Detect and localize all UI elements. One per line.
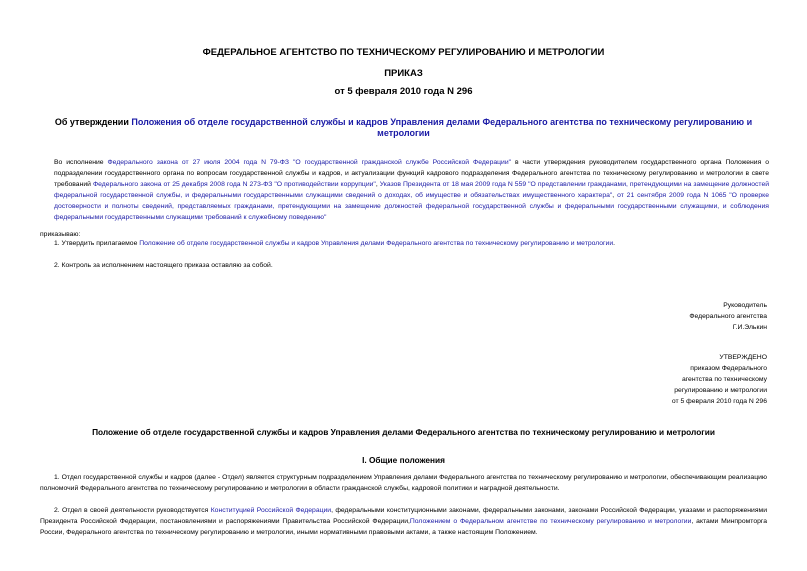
paragraph-1: 1. Отдел государственной службы и кадров (далее - Отдел) является структурным подразделением Управления делами Федерального агентства по техническому регулированию и метрологии, обеспечивающим реализацию полномочий Федерального агентства по техническому регулированию и метрологии в области гражданской службы, кадровой политики и наградной деятельности. [40,474,767,492]
approved-line-2: приказом Федерального [690,365,767,372]
item-1-text: 1. Утвердить прилагаемое [54,240,140,247]
item-1 [54,238,774,249]
agency-regulation-link[interactable]: Положением о Федеральном агентстве по техническому регулированию и метрологии [409,518,692,525]
title-prefix: Об утверждении [54,117,132,127]
para-2-text-1: 2. Отдел в своей деятельности руководствуется [54,507,211,514]
item-1-end: . [613,240,616,247]
approved-line-4: регулированию и метрологии [674,387,767,394]
para-2-text-3: , актами Минпромторга России, Федерального агентства по техническому регулированию и метрологии, иными нормативными правовыми актами, а также настоящим Положением. [40,518,767,536]
approved-line-3: агентства по техническому [681,376,767,383]
agency-heading: ФЕДЕРАЛЬНОЕ АГЕНТСТВО ПО ТЕХНИЧЕСКОМУ РЕГУЛИРОВАНИЮ И МЕТРОЛОГИИ [202,47,605,58]
preamble-text-1: Во исполнение [54,159,108,166]
law-79fz-link[interactable]: Федерального закона от 27 июля 2004 года N 79-ФЗ "О государственной гражданской службе Российской Федерации" [107,159,512,166]
law-273fz-link[interactable]: Федерального закона от 25 декабря 2008 года N 273-ФЗ "О противодействии коррупции" [92,181,376,188]
order-heading: ПРИКАЗ [384,68,423,79]
paragraph-2 [40,505,767,538]
signature-line-1: Руководитель [723,302,767,309]
decree-559-link[interactable]: Указов Президента от 18 мая 2009 года N 559 "О представлении гражданами, претендующими на замещение должностей федеральной государственной службы, и федеральными государственными служащими сведений о доходах, об имуществе и обязательствах имущественного характера" [54,181,770,199]
approved-line-1: УТВЕРЖДЕНО [719,354,767,361]
approved-line-5: от 5 февраля 2010 года N 296 [671,398,767,405]
preamble-text-2: в части утверждения руководителем государственного органа Положения о подразделении государственного органа по вопросам государственной службы и кадров, и актуализации функций кадрового подразделения Федерального агентства по техническому регулированию и метрологии в свете требований [54,159,769,188]
order-word: приказываю: [40,231,81,238]
preamble-text-3: , [375,181,380,188]
decree-1065-link[interactable]: от 21 сентября 2009 года N 1065 "О проверке достоверности и полноты сведений, представляемых гражданами, претендующими на замещение должностей федеральной государственной службы и федеральными государственными служащими, и соблюдения федеральными государственными служащими требований к служебному поведению" [54,192,769,221]
signature-name: Г.И.Элькин [732,324,767,331]
regulation-heading: Положение об отделе государственной службы и кадров Управления делами Федерального агентства по техническому регулированию и метрологии [92,427,715,437]
section-1-heading: I. Общие положения [362,455,445,465]
item-2: 2. Контроль за исполнением настоящего приказа оставляю за собой. [54,262,273,269]
regulation-link[interactable]: Положение об отделе государственной службы и кадров Управления делами Федерального агентства по техническому регулированию и метрологии [139,240,614,247]
preamble-paragraph [54,157,769,223]
order-date: от 5 февраля 2010 года N 296 [334,86,473,97]
regulation-title-link[interactable]: Положения об отделе государственной службы и кадров Управления делами Федерального агентства по техническому регулированию и метрологии [131,117,753,138]
preamble-text-4: , [612,192,618,199]
order-title [40,117,767,139]
signature-line-2: Федерального агентства [689,313,767,320]
constitution-link[interactable]: Конституцией Российской Федерации [210,507,332,514]
para-2-text-2: , федеральными конституционными законами, федеральными законами, законами Российской Федерации, указами и распоряжениями Президента Российской Федерации, постановлениями и распоряжениями Правительства Российской Федерации, [40,507,767,525]
